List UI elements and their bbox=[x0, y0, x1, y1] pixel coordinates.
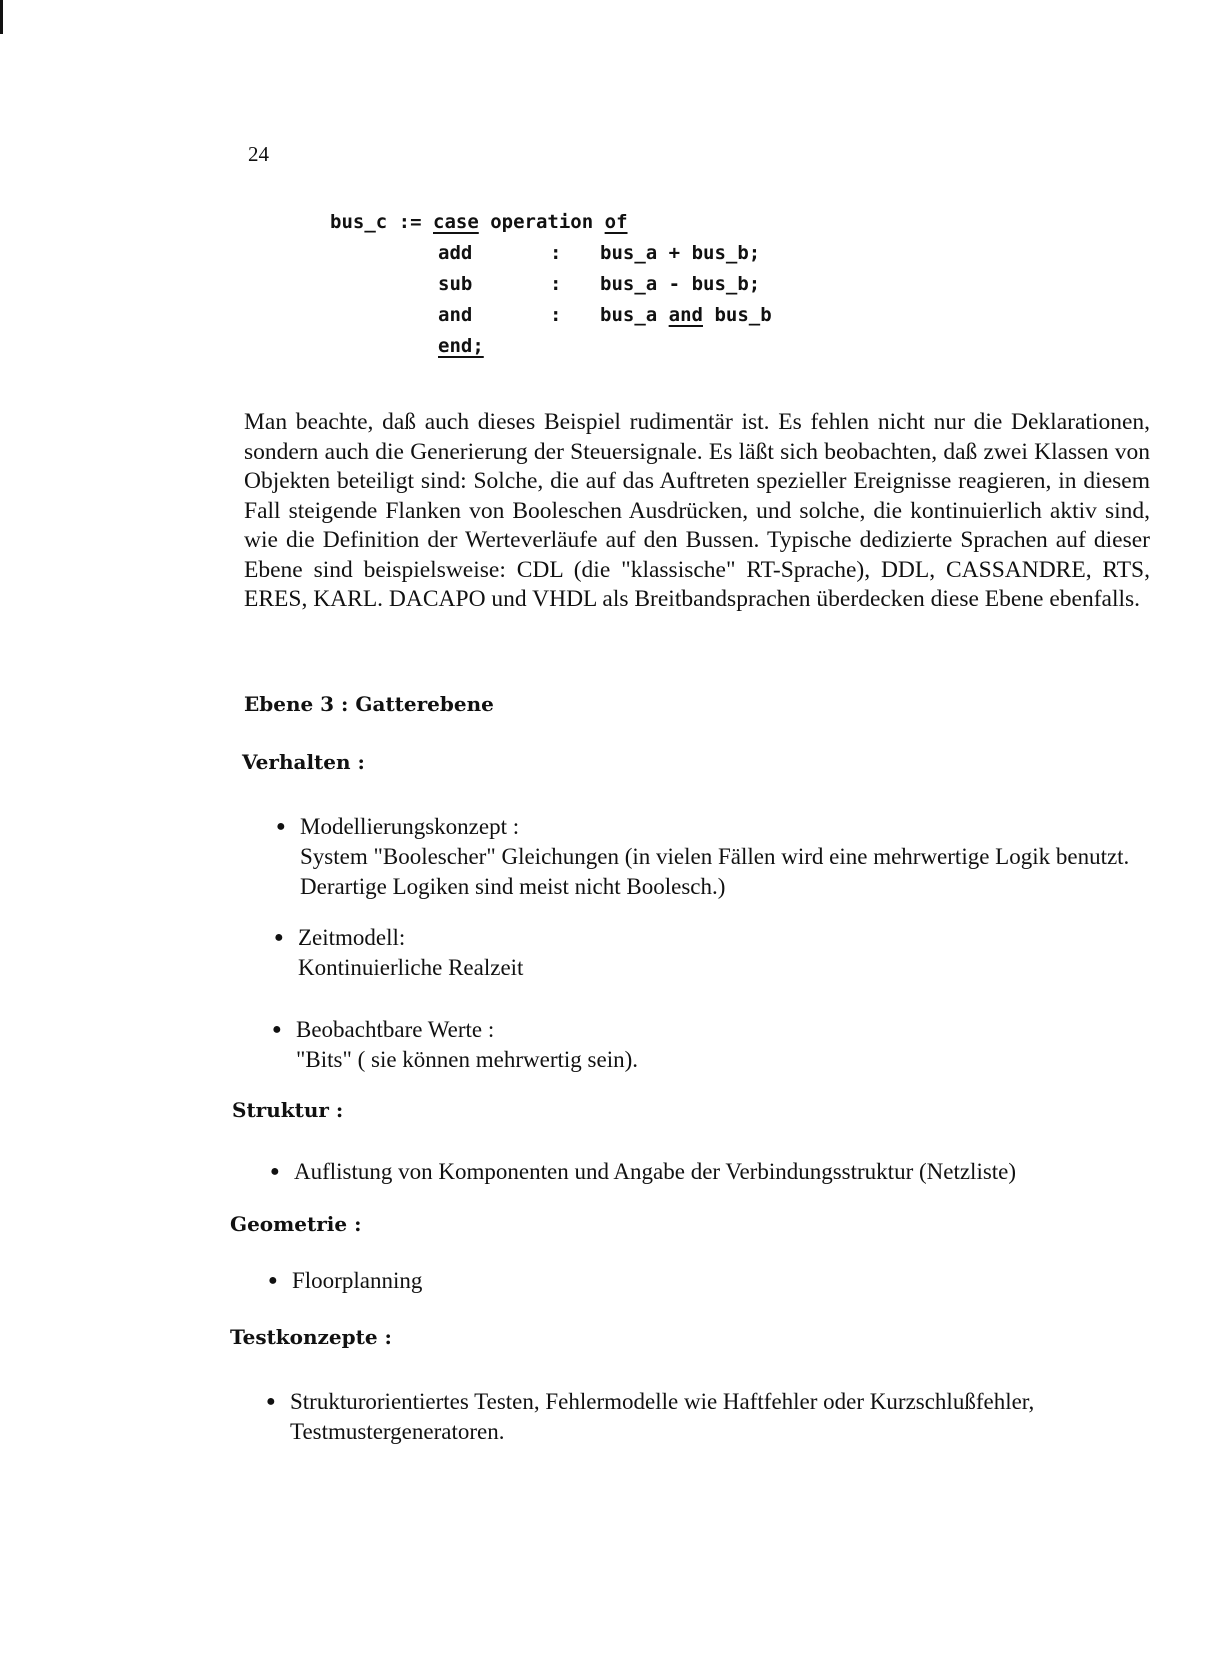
list-item-title: Beobachtbare Werte : bbox=[296, 1017, 495, 1042]
code-row-label: and bbox=[438, 304, 473, 326]
list-item-text: Kontinuierliche Realzeit bbox=[298, 955, 524, 980]
code-line-end bbox=[330, 331, 772, 362]
list-item-text: Auflistung von Komponenten und Angabe der Verbindungsstruktur (Netzliste) bbox=[294, 1159, 1017, 1184]
section-heading-ebene3: Ebene 3 : Gatterebene bbox=[244, 692, 494, 716]
code-block bbox=[330, 207, 772, 362]
list-item bbox=[274, 923, 1138, 983]
bullet-icon: ● bbox=[270, 1163, 280, 1180]
code-row-colon: : bbox=[550, 273, 562, 295]
code-keyword-end: end; bbox=[438, 335, 484, 357]
bullet-icon: ● bbox=[274, 929, 284, 946]
code-line-case bbox=[330, 207, 772, 238]
code-row bbox=[330, 300, 772, 331]
body-paragraph: Man beachte, daß auch dieses Beispiel rudimentär ist. Es fehlen nicht nur die Deklarationen, sondern auch die Generierung der Steuersignale. Es läßt sich beobachten, daß zwei Klassen von Objekten beteiligt sind: Solche, die auf das Auftreten spezieller Ereignisse reagieren, in diesem Fall steigende Flanken von Booleschen Ausdrücken, und solche, die kontinuierlich aktiv sind, wie die Definition der Werteverläufe auf den Bussen. Typische dedizierte Sprachen auf dieser Ebene sind beispielsweise: CDL (die "klassische" RT-Sprache), DDL, CASSANDRE, RTS, ERES, KARL. DACAPO und VHDL als Breitbandsprachen überdecken diese Ebene ebenfalls. bbox=[244, 409, 1150, 612]
page-number: 24 bbox=[248, 142, 269, 166]
list-item-text: Floorplanning bbox=[292, 1268, 423, 1293]
code-row bbox=[330, 238, 772, 269]
list-item bbox=[276, 812, 1140, 902]
bullet-icon: ● bbox=[272, 1021, 282, 1038]
code-row-expr-a: bus_a bbox=[600, 242, 658, 264]
heading-struktur: Struktur : bbox=[232, 1098, 344, 1122]
code-row-expr-b: bus_b bbox=[714, 304, 772, 326]
code-row-expr-b: bus_b; bbox=[691, 242, 761, 264]
code-row-label: add bbox=[438, 242, 473, 264]
scan-edge-mark bbox=[0, 0, 3, 34]
code-keyword-of: of bbox=[604, 211, 628, 233]
list-item-title: Zeitmodell: bbox=[298, 925, 406, 950]
heading-testkonzepte: Testkonzepte : bbox=[230, 1325, 392, 1349]
bullet-icon: ● bbox=[266, 1393, 276, 1410]
list-item bbox=[272, 1015, 1136, 1075]
code-row-expr-a: bus_a bbox=[600, 304, 658, 326]
code-row bbox=[330, 269, 772, 300]
list-item bbox=[268, 1266, 1152, 1296]
list-item-title: Modellierungskonzept : bbox=[300, 814, 520, 839]
list-item bbox=[270, 1157, 1154, 1187]
code-row-op: - bbox=[668, 273, 681, 295]
code-selector: operation bbox=[490, 211, 594, 233]
code-row-expr-b: bus_b; bbox=[691, 273, 761, 295]
bullet-icon: ● bbox=[268, 1272, 278, 1289]
code-row-op: and bbox=[668, 304, 703, 326]
code-row-label: sub bbox=[438, 273, 473, 295]
list-item bbox=[266, 1387, 1150, 1447]
list-item-text: Strukturorientiertes Testen, Fehlermodelle wie Haftfehler oder Kurzschlußfehler, Testmustergeneratoren. bbox=[290, 1389, 1035, 1444]
code-row-colon: : bbox=[550, 304, 562, 326]
code-assign: := bbox=[398, 211, 422, 233]
list-item-text: "Bits" ( sie können mehrwertig sein). bbox=[296, 1047, 638, 1072]
code-lhs: bus_c bbox=[330, 211, 388, 233]
code-keyword-case: case bbox=[433, 211, 479, 233]
bullet-icon: ● bbox=[276, 818, 286, 835]
heading-geometrie: Geometrie : bbox=[230, 1212, 362, 1236]
list-item-text: System "Boolescher" Gleichungen (in vielen Fällen wird eine mehrwertige Logik benutzt. Derartige Logiken sind meist nicht Boolesch.) bbox=[300, 844, 1130, 899]
code-row-colon: : bbox=[550, 242, 562, 264]
code-row-expr-a: bus_a bbox=[600, 273, 658, 295]
code-row-op: + bbox=[668, 242, 681, 264]
heading-verhalten: Verhalten : bbox=[242, 750, 365, 774]
